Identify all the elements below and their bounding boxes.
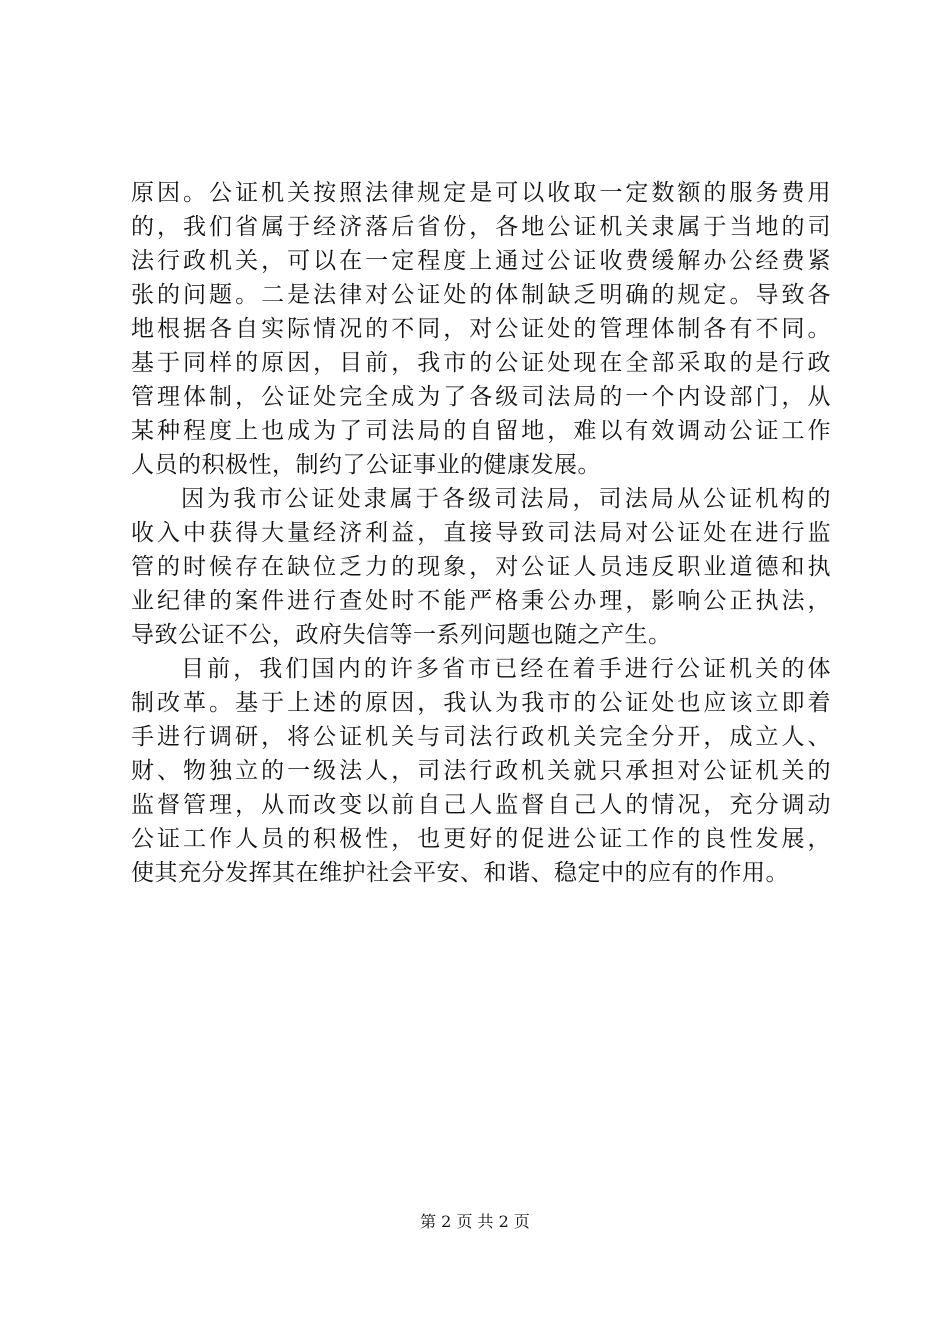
text-line: 使其充分发挥其在维护社会平安、和谐、稳定中的应有的作用。	[131, 860, 789, 886]
text-line: 业纪律的案件进行查处时不能严格秉公办理，影响公正执法，	[131, 588, 831, 614]
text-line: 收入中获得大量经济利益，直接导致司法局对公证处在进行监	[131, 520, 831, 546]
paragraph-first-line: 因为我市公证处隶属于各级司法局，司法局从公证机构的	[181, 486, 831, 512]
text-line: 公证工作人员的积极性，也更好的促进公证工作的良性发展，	[131, 826, 831, 852]
text-line: 的，我们省属于经济落后省份，各地公证机关隶属于当地的司	[131, 214, 831, 240]
text-line: 制改革。基于上述的原因，我认为我市的公证处也应该立即着	[131, 690, 831, 716]
page-number-footer: 第 2 页 共 2 页	[420, 1212, 530, 1231]
text-line: 手进行调研，将公证机关与司法行政机关完全分开，成立人、	[131, 724, 831, 750]
text-line: 基于同样的原因，目前，我市的公证处现在全部采取的是行政	[131, 350, 831, 376]
text-line: 法行政机关，可以在一定程度上通过公证收费缓解办公经费紧	[131, 248, 831, 274]
text-line: 人员的积极性，制约了公证事业的健康发展。	[131, 452, 601, 478]
document-body	[131, 176, 831, 890]
text-line: 财、物独立的一级法人，司法行政机关就只承担对公证机关的	[131, 758, 831, 784]
text-line: 管的时候存在缺位乏力的现象，对公证人员违反职业道德和执	[131, 554, 831, 580]
text-line: 监督管理，从而改变以前自己人监督自己人的情况，充分调动	[131, 792, 831, 818]
paragraph-first-line: 目前，我们国内的许多省市已经在着手进行公证机关的体	[181, 656, 831, 682]
text-line: 张的问题。二是法律对公证处的体制缺乏明确的规定。导致各	[131, 282, 831, 308]
text-line: 导致公证不公，政府失信等一系列问题也随之产生。	[131, 622, 672, 648]
text-line: 某种程度上也成为了司法局的自留地，难以有效调动公证工作	[131, 418, 831, 444]
text-line: 原因。公证机关按照法律规定是可以收取一定数额的服务费用	[131, 180, 831, 206]
text-line: 管理体制，公证处完全成为了各级司法局的一个内设部门，从	[131, 384, 831, 410]
text-line: 地根据各自实际情况的不同，对公证处的管理体制各有不同。	[131, 316, 831, 342]
